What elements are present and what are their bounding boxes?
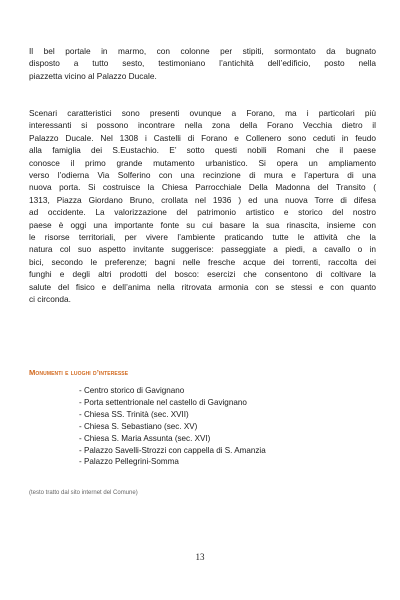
text-line: disposto a tutto sesto, testimoniano l’antichità dell’edificio, posto nella <box>29 58 376 69</box>
text-line: 1313, Piazza Giordano Bruno, crollata nel 1936 ) ed una nuova Torre di difesa <box>29 194 376 205</box>
section-title: Monumenti e luoghi d’interesse <box>29 368 129 377</box>
text-line: natura col suo aspetto invitante suggerisce: passeggiate a piedi, a cavallo o in <box>29 244 376 255</box>
list-item: - Centro storico di Gavignano <box>79 386 185 395</box>
text-line: verso l’odierna Via Solferino con una recinzione di mura e l’apertura di una <box>29 170 376 181</box>
list-item: - Porta settentrionale nel castello di Gavignano <box>79 397 247 407</box>
text-line: Scenari caratteristici sono presenti ovunque a Forano, ma i particolari più <box>29 108 376 118</box>
text-line: le risorse territoriali, per vivere l’ambiente praticando tutte le attività che la <box>29 232 376 243</box>
text-line: piazzetta vicino al Palazzo Ducale. <box>29 70 157 81</box>
list-item: - Palazzo Savelli-Strozzi con cappella di S. Amanzia <box>79 445 266 455</box>
text-line: nuova porta. Si costruisce la Chiesa Parrocchiale Della Madonna del Transito ( <box>29 182 376 193</box>
text-line: ci circonda. <box>29 294 71 305</box>
monuments-list <box>79 385 266 468</box>
text-line: interessanti si possono incontrare nella zona della Forano Vecchia dietro il <box>29 120 376 131</box>
text-line: Palazzo Ducale. Nel 1308 i Castelli di Forano e Collenero sono ceduti in feudo <box>29 132 376 143</box>
text-line: funghi e degli altri prodotti del bosco: esercizi che consentono di coltivare la <box>29 269 376 280</box>
text-line: paese è oggi una importante fonte su cui basare la sua rinascita, insieme con <box>29 219 376 230</box>
text-line: alla famiglia dei S.Eustachio. E’ sotto questi nobili Romani che il paese <box>29 145 376 156</box>
list-item: - Chiesa S. Maria Assunta (sec. XVI) <box>79 433 211 443</box>
page-number: 13 <box>195 552 205 562</box>
source-note: (testo tratto dal sito internet del Comune) <box>29 490 138 496</box>
text-line: ad occidente. La valorizzazione del patrimonio artistico e storico del nostro <box>29 207 376 218</box>
paragraph-scenari <box>29 107 376 306</box>
text-line: bici, secondo le preferenze; bagni nelle fresche acque dei torrenti, raccolta dei <box>29 256 376 267</box>
list-item: - Palazzo Pellegrini-Somma <box>79 457 179 467</box>
list-item: - Chiesa S. Sebastiano (sec. XV) <box>79 421 198 431</box>
paragraph-portale <box>29 45 376 82</box>
text-line: salute del fisico e dell’anima nella ritrovata armonia con se stessi e con quanto <box>29 281 376 292</box>
text-line: Il bel portale in marmo, con colonne per stipiti, sormontato da bugnato <box>29 46 376 56</box>
text-line: conosce il primo grande mutamento urbanistico. Si opera un ampliamento <box>29 157 376 168</box>
list-item: - Chiesa SS. Trinità (sec. XVII) <box>79 409 189 419</box>
